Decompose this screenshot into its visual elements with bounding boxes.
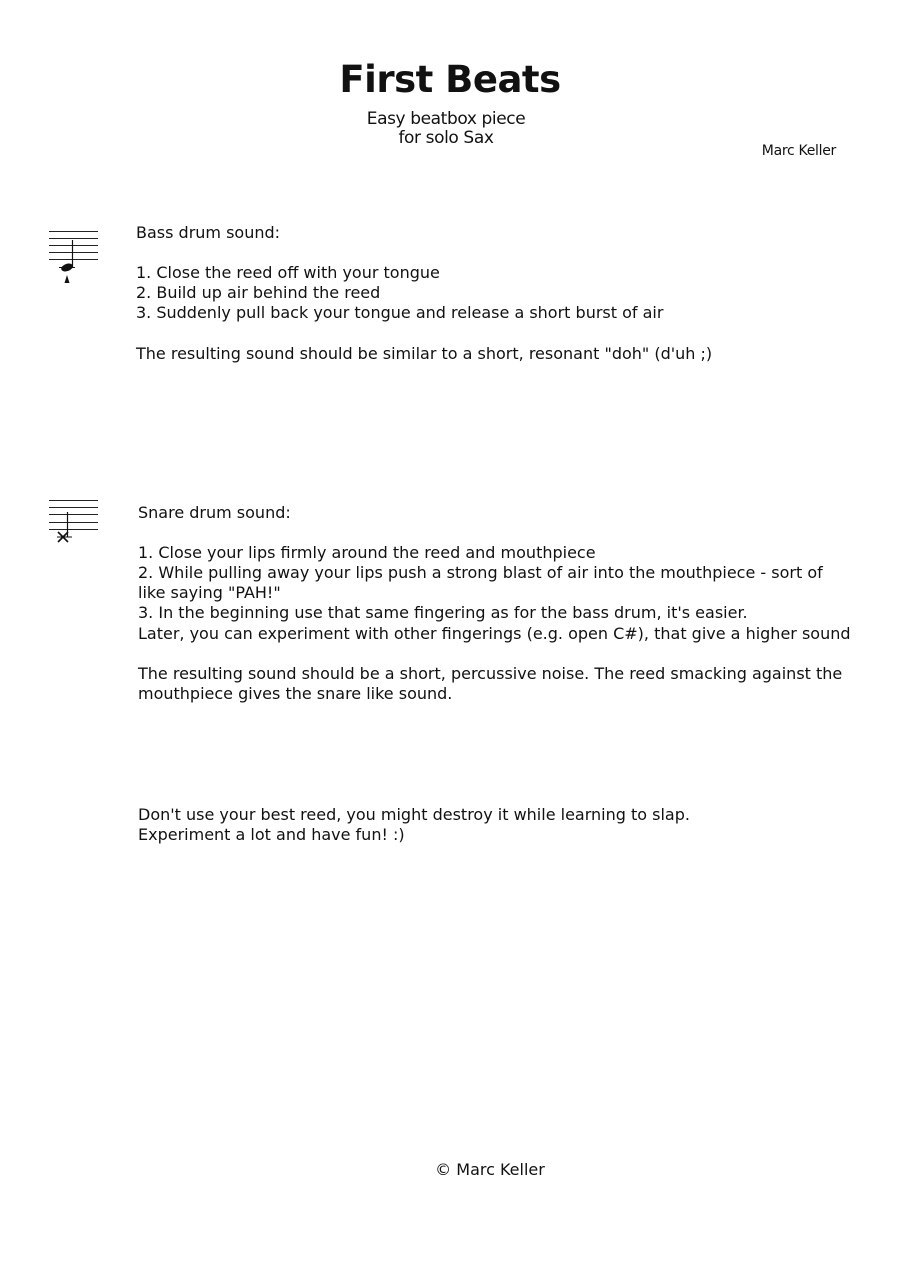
tip-line: Experiment a lot and have fun! :) (138, 825, 405, 845)
subtitle-line-1: Easy beatbox piece (366, 109, 526, 129)
bass-drum-step: 1. Close the reed off with your tongue (136, 263, 440, 283)
snare-drum-section (138, 503, 851, 704)
page-title: First Beats (339, 58, 561, 101)
snare-drum-heading: Snare drum sound: (138, 503, 291, 522)
bass-drum-step: 2. Build up air behind the reed (136, 283, 381, 303)
bass-drum-heading: Bass drum sound: (136, 223, 281, 242)
snare-drum-step: 1. Close your lips firmly around the reed and mouthpiece (138, 543, 596, 563)
bass-drum-note-icon (48, 226, 100, 286)
snare-drum-step: like saying "PAH!" (138, 583, 281, 603)
snare-drum-step: 3. In the beginning use that same fingering as for the bass drum, it's easier. (138, 603, 748, 623)
bass-drum-step: 3. Suddenly pull back your tongue and release a short burst of air (136, 303, 664, 323)
snare-drum-result: The resulting sound should be a short, percussive noise. The reed smacking against the (138, 663, 843, 683)
snare-drum-note-icon (48, 496, 100, 546)
snare-drum-step: Later, you can experiment with other fingerings (e.g. open C#), that give a higher sound (138, 623, 851, 643)
tip-line: Don't use your best reed, you might destroy it while learning to slap. (138, 805, 690, 824)
composer-name: Marc Keller (761, 143, 836, 159)
snare-drum-result: mouthpiece gives the snare like sound. (138, 683, 453, 703)
copyright-footer: © Marc Keller (435, 1160, 545, 1179)
snare-drum-step: 2. While pulling away your lips push a strong blast of air into the mouthpiece - sort of (138, 563, 823, 583)
tips-section (138, 805, 690, 845)
bass-drum-section (136, 223, 712, 364)
bass-drum-result: The resulting sound should be similar to a short, resonant "doh" (d'uh ;) (136, 343, 713, 363)
subtitle-line-2: for solo Sax (398, 128, 494, 148)
